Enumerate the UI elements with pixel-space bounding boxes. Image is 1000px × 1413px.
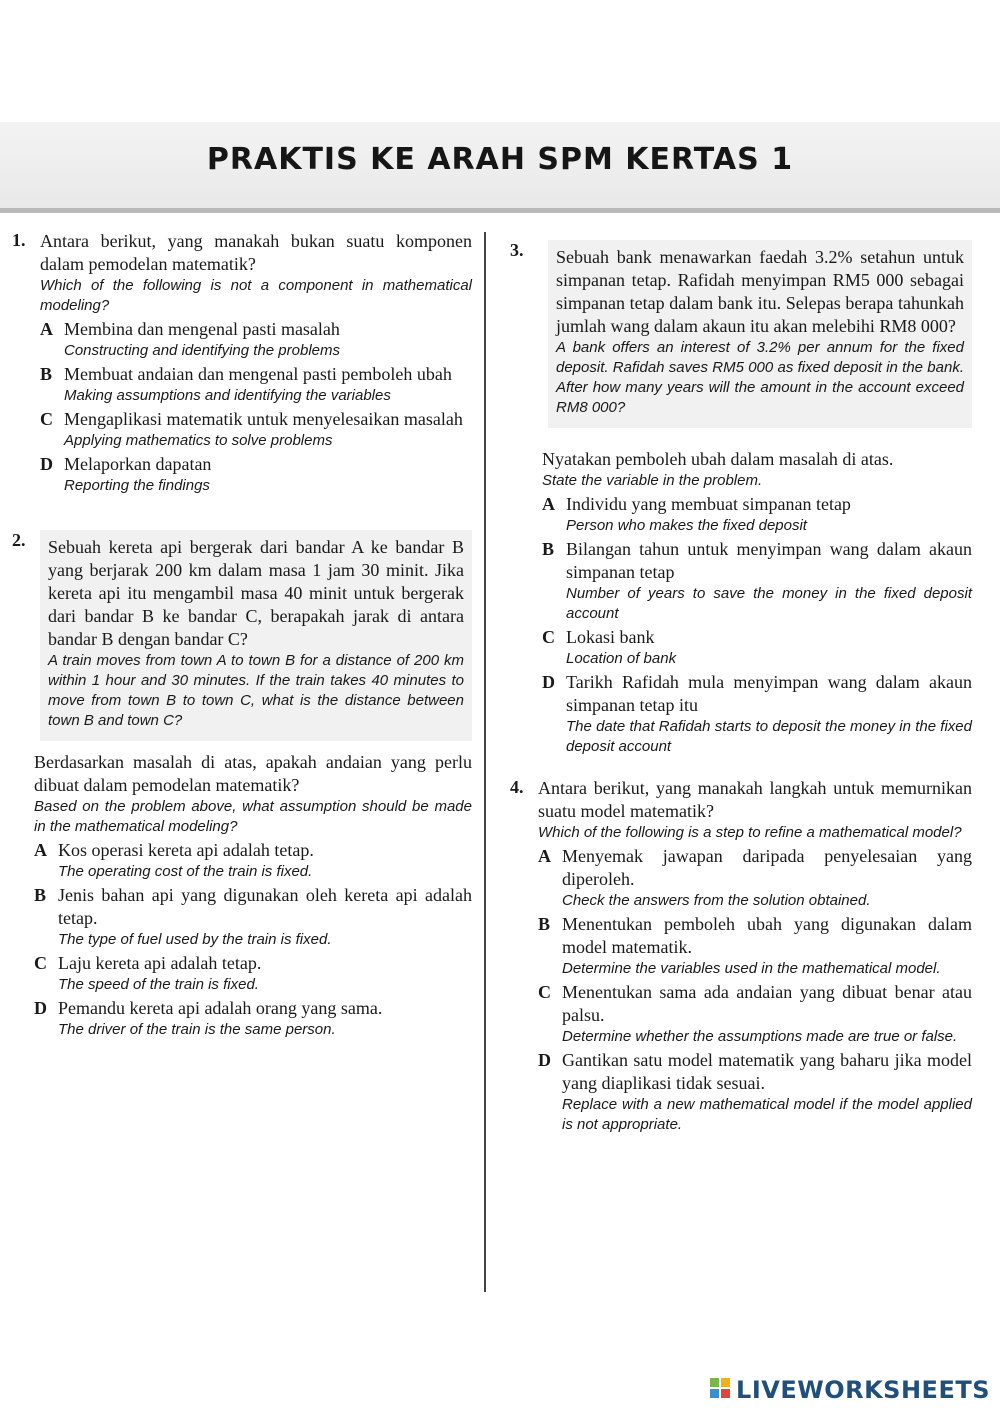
problem-text-en: A train moves from town A to town B for a distance of 200 km within 1 hour and 30 minutes. If the train takes 40 minutes to move from town B to town C, what is the distance between town B and town C?	[48, 652, 464, 729]
option-text-ms: Laju kereta api adalah tetap.	[58, 953, 262, 973]
option-text-ms: Menentukan sama ada andaian yang dibuat benar atau palsu.	[562, 982, 972, 1025]
option-text-ms: Tarikh Rafidah mula menyimpan wang dalam akaun simpanan tetap itu	[566, 672, 972, 715]
option-text-en: Number of years to save the money in the fixed deposit account	[566, 585, 972, 622]
problem-box	[40, 530, 472, 741]
question-2	[12, 530, 472, 1040]
option-b[interactable]	[538, 913, 972, 979]
option-letter: B	[542, 539, 555, 559]
watermark-text: LIVEWORKSHEETS	[736, 1376, 990, 1404]
option-b[interactable]	[542, 538, 972, 624]
option-text-en: Person who makes the fixed deposit	[566, 517, 807, 534]
option-c[interactable]	[40, 408, 472, 451]
option-letter: A	[538, 846, 551, 866]
option-letter: C	[542, 627, 555, 647]
liveworksheets-logo-icon	[710, 1378, 732, 1400]
option-letter: D	[542, 672, 555, 692]
question-text-en: State the variable in the problem.	[542, 472, 763, 489]
option-text-ms: Menentukan pemboleh ubah yang digunakan dalam model matematik.	[562, 914, 972, 957]
option-a[interactable]	[40, 318, 472, 361]
option-text-en: Replace with a new mathematical model if the model applied is not appropriate.	[562, 1096, 972, 1133]
option-text-ms: Individu yang membuat simpanan tetap	[566, 494, 851, 514]
option-b[interactable]	[34, 884, 472, 950]
option-text-ms: Membuat andaian dan mengenal pasti pemboleh ubah	[64, 364, 452, 384]
question-text-ms: Nyatakan pemboleh ubah dalam masalah di atas.	[542, 449, 894, 469]
option-text-en: Reporting the findings	[64, 477, 210, 494]
option-text-ms: Melaporkan dapatan	[64, 454, 212, 474]
option-text-ms: Menyemak jawapan daripada penyelesaian yang diperoleh.	[562, 846, 972, 889]
question-3	[510, 240, 972, 757]
option-text-ms: Bilangan tahun untuk menyimpan wang dalam akaun simpanan tetap	[566, 539, 972, 582]
option-text-en: The type of fuel used by the train is fixed.	[58, 931, 332, 948]
option-c[interactable]	[542, 626, 972, 669]
option-text-en: Applying mathematics to solve problems	[64, 432, 333, 449]
option-a[interactable]	[538, 845, 972, 911]
option-b[interactable]	[40, 363, 472, 406]
question-text-ms: Antara berikut, yang manakah bukan suatu komponen dalam pemodelan matematik?	[40, 231, 472, 274]
option-text-ms: Gantikan satu model matematik yang baharu jika model yang diaplikasi tidak sesuai.	[562, 1050, 972, 1093]
right-column	[510, 232, 972, 1137]
option-text-en: Determine whether the assumptions made are true or false.	[562, 1028, 958, 1045]
option-text-ms: Kos operasi kereta api adalah tetap.	[58, 840, 314, 860]
option-text-ms: Lokasi bank	[566, 627, 655, 647]
option-letter: D	[40, 454, 53, 474]
option-text-ms: Mengaplikasi matematik untuk menyelesaikan masalah	[64, 409, 463, 429]
problem-text-en: A bank offers an interest of 3.2% per annum for the fixed deposit. Rafidah saves RM5 000 as fixed deposit in the bank. After how many years will the amount in the account exceed RM8 000?	[556, 339, 964, 416]
option-letter: B	[40, 364, 53, 384]
question-text-ms: Berdasarkan masalah di atas, apakah andaian yang perlu dibuat dalam pemodelan matematik?	[34, 752, 472, 795]
problem-text-ms: Sebuah bank menawarkan faedah 3.2% setahun untuk simpanan tetap. Rafidah menyimpan RM5 000 sebagai simpanan tetap dalam bank itu. Selepas berapa tahunkah jumlah wang dalam akaun itu akan melebihi RM8 000?	[556, 247, 964, 336]
liveworksheets-watermark	[710, 1376, 990, 1404]
option-text-en: Making assumptions and identifying the variables	[64, 387, 391, 404]
option-c[interactable]	[538, 981, 972, 1047]
question-number: 3.	[510, 240, 524, 260]
option-letter: D	[34, 998, 47, 1018]
question-text-en: Based on the problem above, what assumption should be made in the mathematical modeling?	[34, 798, 472, 835]
option-letter: A	[34, 840, 47, 860]
option-a[interactable]	[34, 839, 472, 882]
option-d[interactable]	[538, 1049, 972, 1135]
option-letter: A	[40, 319, 53, 339]
question-4	[510, 777, 972, 1135]
problem-text-ms: Sebuah kereta api bergerak dari bandar A ke bandar B yang berjarak 200 km dalam masa 1 jam 30 minit. Jika kereta api itu mengambil masa 40 minit untuk bergerak dari bandar B ke bandar C, berapakah jarak di antara bandar B dengan bandar C?	[48, 537, 464, 649]
column-divider	[484, 232, 486, 1292]
question-text-en: Which of the following is a step to refine a mathematical model?	[538, 824, 962, 841]
option-text-en: The date that Rafidah starts to deposit the money in the fixed deposit account	[566, 718, 972, 755]
option-letter: B	[538, 914, 551, 934]
question-text-en: Which of the following is not a component in mathematical modeling?	[40, 277, 472, 314]
question-number: 2.	[12, 530, 26, 550]
option-letter: C	[40, 409, 53, 429]
problem-box	[548, 240, 972, 428]
question-1	[12, 230, 472, 496]
option-d[interactable]	[542, 671, 972, 757]
question-text-ms: Antara berikut, yang manakah langkah untuk memurnikan suatu model matematik?	[538, 778, 972, 821]
option-letter: C	[538, 982, 551, 1002]
option-text-en: Determine the variables used in the mathematical model.	[562, 960, 941, 977]
option-d[interactable]	[40, 453, 472, 496]
option-letter: B	[34, 885, 47, 905]
option-text-ms: Pemandu kereta api adalah orang yang sama.	[58, 998, 383, 1018]
option-text-en: The operating cost of the train is fixed.	[58, 863, 313, 880]
title-banner	[0, 122, 1000, 213]
option-letter: D	[538, 1050, 551, 1070]
page-title: PRAKTIS KE ARAH SPM KERTAS 1	[206, 142, 794, 177]
option-text-en: The speed of the train is fixed.	[58, 976, 259, 993]
option-text-en: Check the answers from the solution obtained.	[562, 892, 871, 909]
option-text-en: Constructing and identifying the problems	[64, 342, 340, 359]
left-column	[12, 230, 472, 1042]
option-text-ms: Jenis bahan api yang digunakan oleh kereta api adalah tetap.	[58, 885, 472, 928]
question-number: 1.	[12, 230, 26, 250]
option-text-ms: Membina dan mengenal pasti masalah	[64, 319, 340, 339]
option-letter: A	[542, 494, 555, 514]
option-text-en: The driver of the train is the same person.	[58, 1021, 336, 1038]
question-number: 4.	[510, 777, 524, 797]
option-letter: C	[34, 953, 47, 973]
option-a[interactable]	[542, 493, 972, 536]
option-d[interactable]	[34, 997, 472, 1040]
option-text-en: Location of bank	[566, 650, 677, 667]
option-c[interactable]	[34, 952, 472, 995]
